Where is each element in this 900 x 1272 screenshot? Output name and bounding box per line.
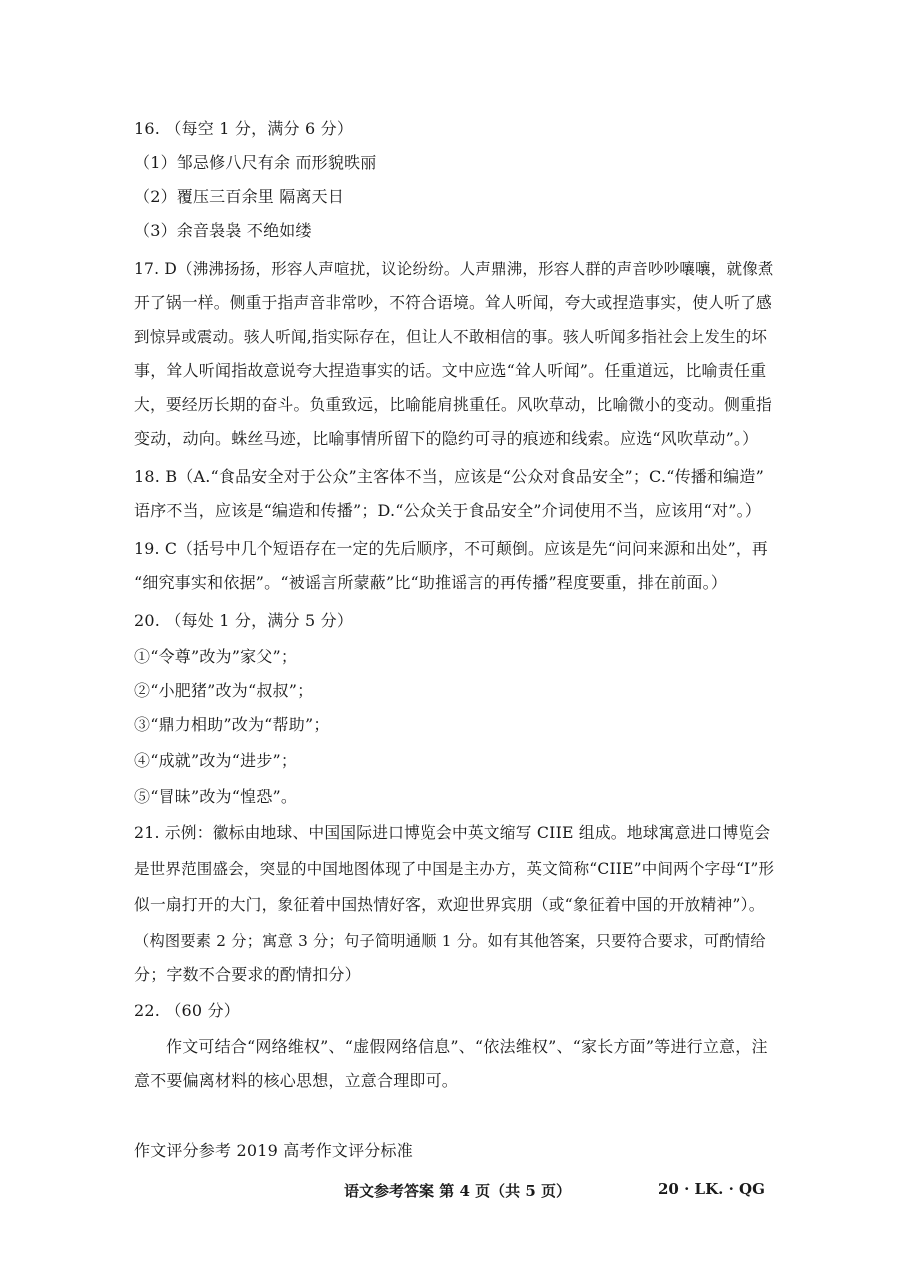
page-footer-code: 20 · LK. · QG bbox=[658, 1180, 765, 1198]
q18-line-2: 语序不当，应该是“编造和传播”；D.“公众关于食品安全”介词使用不当，应该用“对”。） bbox=[134, 501, 762, 520]
q22-line-1: 作文可结合“网络维权”、“虚假网络信息”、“依法维权”、“家长方面”等进行立意，注 bbox=[166, 1037, 768, 1056]
q20-item-3: ③“鼎力相助”改为“帮助”； bbox=[134, 715, 330, 734]
q21-line-2: 是世界范围盛会，突显的中国地图体现了中国是主办方，英文简称“CIIE”中间两个字母“I”形 bbox=[134, 860, 775, 878]
q17-line-3: 到惊异或震动。骇人听闻,指实际存在，但让人不敢相信的事。骇人听闻多指社会上发生的坏 bbox=[134, 328, 768, 346]
q17-line-2: 开了锅一样。侧重于指声音非常吵，不符合语境。耸人听闻，夸大或捏造事实，使人听了感 bbox=[134, 293, 772, 312]
q16-header: 16. （每空 1 分，满分 6 分） bbox=[134, 119, 354, 138]
q17-line-6: 变动，动向。蛛丝马迹，比喻事情所留下的隐约可寻的痕迹和线索。应选“风吹草动”。） bbox=[134, 429, 759, 448]
q20-item-1: ①“令尊”改为”家父”； bbox=[134, 647, 298, 666]
q20-item-4: ④“成就”改为“进步”； bbox=[134, 751, 298, 770]
q21-line-3: 似一扇打开的大门，象征着中国热情好客，欢迎世界宾朋（或“象征着中国的开放精神”）。 bbox=[134, 895, 765, 914]
q20-item-5: ⑤“冒昧”改为“惶恐”。 bbox=[134, 787, 298, 806]
q16-answer-1: （1）邹忌修八尺有余 而形貌昳丽 bbox=[134, 153, 377, 172]
q19-line-1: 19. C（括号中几个短语存在一定的先后顺序，不可颠倒。应该是先“问问来源和出处”，再 bbox=[134, 539, 768, 558]
q16-answer-3: （3）余音袅袅 不绝如缕 bbox=[134, 221, 312, 240]
q21-line-4: （构图要素 2 分；寓意 3 分；句子简明通顺 1 分。如有其他答案，只要符合要求，可酌情给 bbox=[134, 932, 766, 950]
q22-header: 22. （60 分） bbox=[134, 1001, 240, 1020]
q19-line-2: “细究事实和依据”。“被谣言所蒙蔽”比“助推谣言的再传播”程度要重，排在前面。） bbox=[134, 573, 728, 592]
q18-line-1: 18. B（A.“食品安全对于公众”主客体不当，应该是“公众对食品安全”；C.“传播和编造” bbox=[134, 467, 764, 486]
q17-line-1: 17. D（沸沸扬扬，形容人声喧扰，议论纷纷。人声鼎沸，形容人群的声音吵吵嚷嚷，就像煮 bbox=[134, 260, 774, 278]
q21-line-5: 分；字数不合要求的酌情扣分） bbox=[134, 965, 361, 984]
page-footer-label: 语文参考答案 第 4 页（共 5 页） bbox=[344, 1182, 571, 1200]
q17-line-4: 事，耸人听闻指故意说夸大捏造事实的话。文中应选“耸人听闻”。任重道远，比喻责任重 bbox=[134, 361, 767, 380]
q16-answer-2: （2）覆压三百余里 隔离天日 bbox=[134, 187, 345, 206]
essay-grading-note: 作文评分参考 2019 高考作文评分标准 bbox=[134, 1141, 413, 1160]
q20-item-2: ②“小肥猪”改为“叔叔”； bbox=[134, 681, 314, 700]
q17-line-5: 大，要经历长期的奋斗。负重致远，比喻能肩挑重任。风吹草动，比喻微小的变动。侧重指 bbox=[134, 395, 772, 414]
q21-line-1: 21. 示例：徽标由地球、中国国际进口博览会中英文缩写 CIIE 组成。地球寓意进口博览会 bbox=[134, 823, 771, 842]
q22-line-2: 意不要偏离材料的核心思想，立意合理即可。 bbox=[134, 1071, 459, 1090]
q20-header: 20. （每处 1 分，满分 5 分） bbox=[134, 611, 354, 630]
